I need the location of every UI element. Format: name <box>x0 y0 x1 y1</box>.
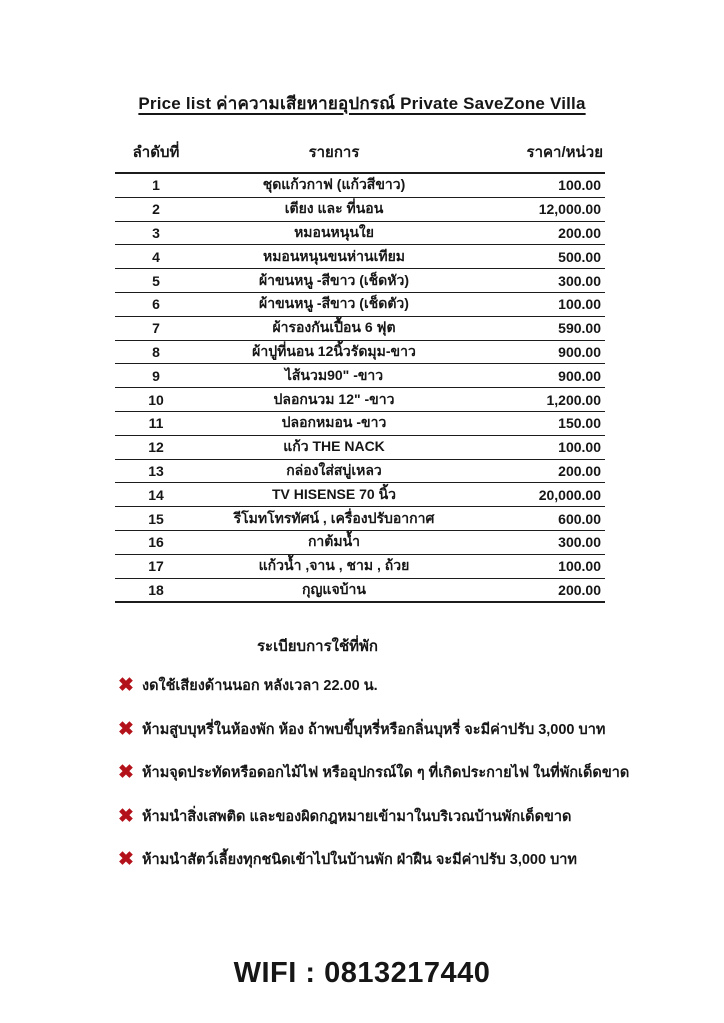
row-number: 13 <box>148 462 164 479</box>
row-price: 200.00 <box>558 462 601 479</box>
rule-item <box>118 805 658 829</box>
table-row <box>115 316 605 340</box>
rule-text: ห้ามนำสัตว์เลี้ยงทุกชนิดเข้าไปในบ้านพัก ฝ่าฝืน จะมีค่าปรับ 3,000 บาท <box>142 852 577 868</box>
row-price: 100.00 <box>558 177 601 194</box>
table-row <box>115 483 605 507</box>
row-item-label: กุญแจบ้าน <box>302 580 366 597</box>
row-price: 300.00 <box>558 534 601 551</box>
row-item-label: ปลอกนวม 12" -ขาว <box>273 390 395 407</box>
row-price: 900.00 <box>558 367 601 384</box>
table-row <box>115 364 605 388</box>
row-item-label: แก้วน้ำ ,จาน , ชาม , ถ้วย <box>258 557 410 574</box>
table-row <box>115 197 605 221</box>
row-price: 600.00 <box>558 510 601 527</box>
row-price: 100.00 <box>558 558 601 575</box>
row-price: 900.00 <box>558 343 601 360</box>
rule-item <box>118 718 658 742</box>
x-mark-icon: ✖ <box>118 849 134 870</box>
table-row <box>115 221 605 245</box>
row-number: 2 <box>152 201 160 218</box>
row-number: 6 <box>152 296 160 313</box>
row-item-label: ผ้าปูที่นอน 12นิ้วรัดมุม-ขาว <box>252 342 416 359</box>
row-item-label: ผ้าขนหนู -สีขาว (เช็ดตัว) <box>259 295 409 312</box>
row-number: 10 <box>148 391 164 408</box>
row-number: 4 <box>152 248 160 265</box>
price-table <box>115 138 605 603</box>
row-price: 590.00 <box>558 320 601 337</box>
table-row <box>115 530 605 554</box>
rule-item <box>118 674 658 698</box>
table-row <box>115 554 605 578</box>
row-price: 20,000.00 <box>538 486 601 503</box>
price-table-header <box>115 138 605 173</box>
row-item-label: ผ้ารองกันเปื้อน 6 ฟุต <box>272 319 396 336</box>
row-price: 200.00 <box>558 224 601 241</box>
row-number: 1 <box>152 177 160 194</box>
rule-text: ห้ามจุดประทัดหรือดอกไม้ไฟ หรืออุปกรณ์ใด ๆ ที่เกิดประกายไฟ ในที่พักเด็ดขาด <box>142 765 630 781</box>
x-mark-icon: ✖ <box>118 762 134 783</box>
row-price: 150.00 <box>558 415 601 432</box>
table-row <box>115 388 605 412</box>
row-number: 3 <box>152 224 160 241</box>
row-item-label: ปลอกหมอน -ขาว <box>281 414 387 431</box>
table-row <box>115 173 605 197</box>
rules-heading: ระเบียบการใช้ที่พัก <box>257 638 378 655</box>
x-mark-icon: ✖ <box>118 718 134 740</box>
row-number: 9 <box>152 367 160 384</box>
row-number: 18 <box>148 581 164 598</box>
table-row <box>115 245 605 269</box>
row-price: 1,200.00 <box>546 391 601 408</box>
table-row <box>115 411 605 435</box>
row-price: 12,000.00 <box>538 201 601 218</box>
row-price: 500.00 <box>558 248 601 265</box>
row-price: 100.00 <box>558 439 601 456</box>
row-number: 7 <box>152 320 160 337</box>
rule-text: ห้ามสูบบุหรี่ในห้องพัก ห้อง ถ้าพบขี้บุหรี่หรือกลิ่นบุหรี่ จะมีค่าปรับ 3,000 บาท <box>142 721 606 738</box>
row-item-label: ผ้าขนหนู -สีขาว (เช็ดหัว) <box>258 271 410 288</box>
rule-text: งดใช้เสียงด้านนอก หลังเวลา 22.00 น. <box>142 678 378 694</box>
row-item-label: เตียง และ ที่นอน <box>284 200 384 217</box>
row-item-label: ไส้นวม90" -ขาว <box>284 366 384 383</box>
wifi-info: WIFI : 0813217440 <box>233 957 491 989</box>
row-number: 5 <box>152 272 160 289</box>
row-item-label: แก้ว THE NACK <box>283 438 385 455</box>
row-price: 300.00 <box>558 272 601 289</box>
row-number: 17 <box>148 558 164 575</box>
x-mark-icon: ✖ <box>118 675 134 696</box>
table-row <box>115 459 605 483</box>
column-header-price: ราคา/หน่วย <box>526 144 603 161</box>
row-item-label: รีโมทโทรทัศน์ , เครื่องปรับอากาศ <box>233 509 435 526</box>
column-header-number: ลำดับที่ <box>132 144 180 161</box>
column-header-item: รายการ <box>308 144 360 161</box>
x-mark-icon: ✖ <box>118 805 134 827</box>
table-row <box>115 269 605 293</box>
row-item-label: หมอนหนุนขนห่านเทียม <box>262 247 406 264</box>
row-price: 100.00 <box>558 296 601 313</box>
row-number: 11 <box>148 415 164 432</box>
row-number: 14 <box>148 486 164 503</box>
row-item-label: กล่องใส่สบู่เหลว <box>286 461 382 478</box>
rule-item <box>118 848 658 872</box>
row-item-label: TV HISENSE 70 นิ้ว <box>271 485 397 502</box>
table-row <box>115 340 605 364</box>
table-row <box>115 507 605 531</box>
row-number: 8 <box>152 343 160 360</box>
row-number: 15 <box>148 510 164 527</box>
row-number: 16 <box>148 534 164 551</box>
table-row <box>115 292 605 316</box>
page-title: Price list ค่าความเสียหายอุปกรณ์ Private SaveZone Villa <box>138 94 586 113</box>
row-item-label: กาต้มน้ำ <box>307 533 361 550</box>
rule-item <box>118 761 658 785</box>
row-item-label: ชุดแก้วกาฟ (แก้วสีขาว) <box>262 176 406 193</box>
table-row <box>115 578 605 602</box>
rules-list <box>118 674 658 892</box>
row-number: 12 <box>148 439 164 456</box>
row-item-label: หมอนหนุนใย <box>294 223 374 240</box>
table-row <box>115 435 605 459</box>
rule-text: ห้ามนำสิ่งเสพติด และของผิดกฎหมายเข้ามาในบริเวณบ้านพักเด็ดขาด <box>142 808 572 825</box>
row-price: 200.00 <box>558 581 601 598</box>
price-table-body <box>115 173 605 602</box>
